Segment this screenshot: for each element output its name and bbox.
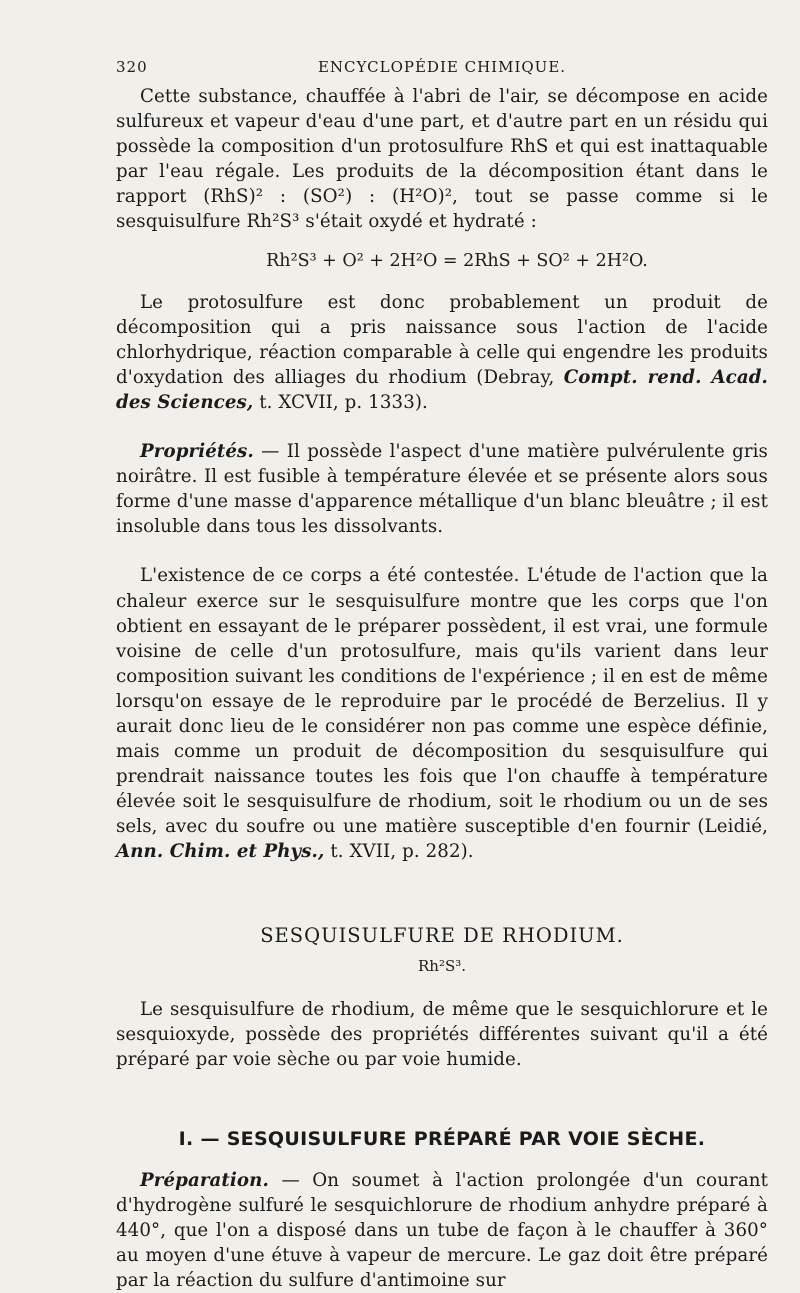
paragraph-sesquisulfure: Le sesquisulfure de rhodium, de même que le sesquichlorure et le sesquioxyde, possède des propriétés différentes suivant qu'il a été préparé par voie sèche ou par voie humide. <box>116 998 768 1070</box>
paragraph-text: — On soumet à l'action prolongée d'un courant d'hydrogène sulfuré le sesquichlorure de rhodium anhydre préparé à 440°, que l'on a disposé dans un tube de façon à le chauffer à 360° au moyen d'une étuve à vapeur de mercure. Le gaz doit être préparé par la réaction du sulfure d'antimoine sur <box>116 1169 768 1292</box>
paragraph-text: Le protosulfure est donc probablement un produit de décomposition qui a pris naissance sous l'action de l'acide chlorhydrique, réaction comparable à celle qui engendre les produits d'oxydation des alliages du rhodium (Debray, <box>116 291 768 388</box>
section-formula: Rh²S³. <box>417 956 467 975</box>
reaction-formula: Rh²S³ + O² + 2H²O = 2RhS + SO² + 2H²O. <box>266 250 648 271</box>
citation-reference: Ann. Chim. et Phys., <box>116 841 325 863</box>
running-title: ENCYCLOPÉDIE CHIMIQUE. <box>317 58 567 76</box>
paragraph-proprietes <box>116 439 768 539</box>
citation-tail: t. XVII, p. 282). <box>330 841 474 863</box>
section-title: SESQUISULFURE DE RHODIUM. <box>260 923 624 947</box>
page-number: 320 <box>116 58 148 76</box>
run-in-heading: Préparation. <box>140 1169 269 1191</box>
paragraph-text: — Il possède l'aspect d'une matière pulvérulente gris noirâtre. Il est fusible à température élevée et se présente alors sous forme d'une masse d'apparence métallique d'un blanc bleuâtre ; il est insoluble dans tous les dissolvants. <box>116 441 768 538</box>
citation-reference: Compt. rend. Acad. des Sciences, <box>116 366 768 413</box>
paragraph-text: L'existence de ce corps a été contestée. L'étude de l'action que la chaleur exerce sur le sesquisulfure montre que les corps que l'on obtient en essayant de le préparer possèdent, il est vrai, une formule voisine de celle d'un protosulfure, mais qu'ils varient dans leur composition suivant les conditions de l'expérience ; il en est de même lorsqu'on essaye de le reproduire par le procédé de Berzelius. Il y aurait donc lieu de le considérer non pas comme une espèce définie, mais comme un produit de décomposition du sesquisulfure qui prendrait naissance toutes les fois que l'on chauffe à température élevée soit le sesquisulfure de rhodium, soit le rhodium ou un de ses sels, avec du soufre ou une matière susceptible d'en fournir (Leidié, <box>116 565 768 838</box>
document-page <box>116 58 768 1293</box>
paragraph-protosulfure <box>116 290 768 415</box>
citation-tail: t. XCVII, p. 1333). <box>259 391 428 413</box>
paragraph-existence <box>116 563 768 864</box>
run-in-heading: Propriétés. <box>140 441 254 463</box>
paragraph-decomposition: Cette substance, chauffée à l'abri de l'air, se décompose en acide sulfureux et vapeur d'eau d'une part, et d'autre part en un résidu qui possède la composition d'un protosulfure RhS et qui est inattaquable par l'eau régale. Les produits de la décomposition étant dans le rapport (RhS)² : (SO²) : (H²O)², tout se passe comme si le sesquisulfure Rh²S³ s'était oxydé et hydraté : <box>116 86 768 233</box>
page-header <box>116 58 768 84</box>
paragraph-preparation <box>116 1168 768 1293</box>
subsection-title: I. — SESQUISULFURE PRÉPARÉ PAR VOIE SÈCHE. <box>178 1127 706 1150</box>
